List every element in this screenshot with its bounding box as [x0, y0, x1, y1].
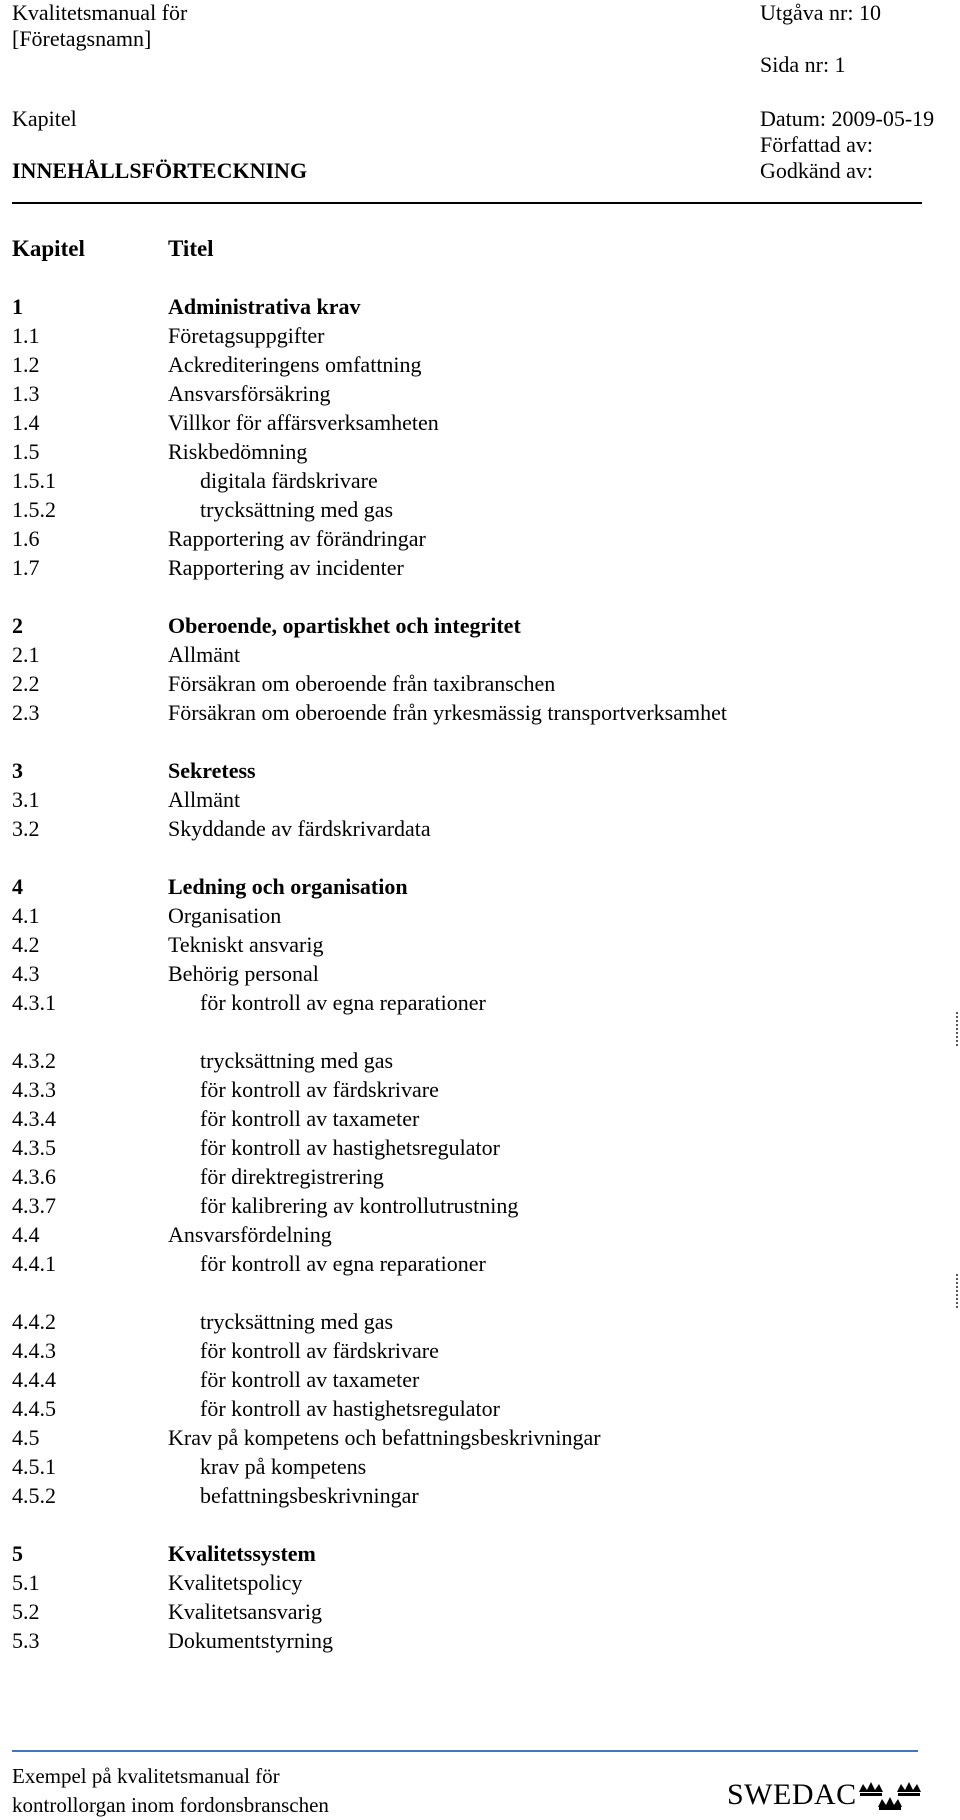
- toc-chapter-row: [0, 1539, 960, 1568]
- toc-title: för kalibrering av kontrollutrustning: [200, 1193, 519, 1218]
- toc-number: 4: [12, 874, 23, 899]
- toc-number: 1: [12, 294, 23, 319]
- toc-row: [0, 1452, 960, 1481]
- toc-number: 4.1: [12, 903, 40, 928]
- toc-number: 5.3: [12, 1628, 40, 1653]
- toc-number: 5: [12, 1541, 23, 1566]
- toc-title: Dokumentstyrning: [168, 1628, 333, 1653]
- toc-number: 4.2: [12, 932, 40, 957]
- toc-number: 2: [12, 613, 23, 638]
- toc-number: 4.3.2: [12, 1048, 56, 1073]
- header-manual-title: Kvalitetsmanual för: [12, 0, 188, 25]
- toc-title: Villkor för affärsverksamheten: [168, 410, 439, 435]
- toc-number: 1.5: [12, 439, 40, 464]
- toc-title: Rapportering av incidenter: [168, 555, 404, 580]
- toc-chapter-row: [0, 756, 960, 785]
- toc-number: 4.3.1: [12, 990, 56, 1015]
- footer-divider: [12, 1750, 918, 1752]
- toc-title: Rapportering av förändringar: [168, 526, 426, 551]
- header-date: Datum: 2009-05-19: [760, 106, 935, 131]
- toc-row: [0, 640, 960, 669]
- margin-mark: [956, 1274, 960, 1308]
- toc-number: 1.7: [12, 555, 40, 580]
- header-edition: Utgåva nr: 10: [760, 0, 881, 25]
- toc-row: [0, 1365, 960, 1394]
- toc-number: 4.3.3: [12, 1077, 56, 1102]
- toc-number: 4.5.2: [12, 1483, 56, 1508]
- toc-title: Kvalitetssystem: [168, 1541, 316, 1566]
- toc-title: Ansvarsförsäkring: [168, 381, 331, 406]
- header-approved-by: Godkänd av:: [760, 158, 874, 183]
- toc-row: [0, 1394, 960, 1423]
- toc-title: Allmänt: [168, 787, 241, 812]
- toc-number: 4.4.2: [12, 1309, 56, 1334]
- toc-title: befattningsbeskrivningar: [200, 1483, 419, 1508]
- toc-title: Kvalitetsansvarig: [168, 1599, 322, 1624]
- toc-title: Företagsuppgifter: [168, 323, 325, 348]
- toc-row: [0, 1249, 960, 1278]
- toc-title: Skyddande av färdskrivardata: [168, 816, 431, 841]
- toc-number: 3.1: [12, 787, 40, 812]
- toc-number: 4.3.7: [12, 1193, 56, 1218]
- header-section-label: Kapitel: [12, 106, 77, 131]
- header-subject: INNEHÅLLSFÖRTECKNING: [12, 158, 308, 183]
- toc-title: Organisation: [168, 903, 282, 928]
- toc-number: 4.3.5: [12, 1135, 56, 1160]
- toc-column-title: Titel: [168, 236, 214, 261]
- margin-mark: [956, 1012, 960, 1046]
- toc-row: [0, 1162, 960, 1191]
- footer-line-1: Exempel på kvalitetsmanual för: [12, 1764, 280, 1788]
- swedac-logo: [727, 1780, 929, 1810]
- toc-number: 5.1: [12, 1570, 40, 1595]
- header-company-name: [Företagsnamn]: [12, 26, 152, 51]
- footer-line-2: kontrollorgan inom fordonsbranschen: [12, 1793, 329, 1817]
- toc-number: 4.4.1: [12, 1251, 56, 1276]
- toc-number: 4.3: [12, 961, 40, 986]
- toc-title: för kontroll av hastighetsregulator: [200, 1396, 500, 1421]
- toc-number: 4.4: [12, 1222, 40, 1247]
- toc-row: [0, 785, 960, 814]
- three-crowns-icon: [857, 1780, 929, 1810]
- toc-number: 1.6: [12, 526, 40, 551]
- toc-title: Ledning och organisation: [168, 874, 408, 899]
- toc-number: 4.4.5: [12, 1396, 56, 1421]
- toc-title: Ansvarsfördelning: [168, 1222, 332, 1247]
- toc-row: [0, 524, 960, 553]
- toc-title: Sekretess: [168, 758, 256, 783]
- header-divider: [12, 202, 922, 204]
- toc-row: [0, 1423, 960, 1452]
- header-author: Författad av:: [760, 132, 874, 157]
- toc-row: [0, 466, 960, 495]
- toc-number: 4.4.4: [12, 1367, 56, 1392]
- toc-title: trycksättning med gas: [200, 1048, 394, 1073]
- toc-title: trycksättning med gas: [200, 497, 394, 522]
- toc-row: [0, 350, 960, 379]
- toc-number: 5.2: [12, 1599, 40, 1624]
- toc-row: [0, 1133, 960, 1162]
- toc-number: 4.4.3: [12, 1338, 56, 1363]
- toc-number: 2.1: [12, 642, 40, 667]
- toc-title: trycksättning med gas: [200, 1309, 394, 1334]
- toc-number: 2.3: [12, 700, 40, 725]
- toc-row: [0, 988, 960, 1017]
- toc-title: Försäkran om oberoende från taxibranschen: [168, 671, 556, 696]
- toc-row: [0, 379, 960, 408]
- toc-title: Allmänt: [168, 642, 241, 667]
- toc-number: 1.3: [12, 381, 40, 406]
- toc-chapter-row: [0, 292, 960, 321]
- toc-row: [0, 814, 960, 843]
- toc-row: [0, 437, 960, 466]
- toc-title: för kontroll av egna reparationer: [200, 1251, 486, 1276]
- toc-row: [0, 1481, 960, 1510]
- toc-title: krav på kompetens: [200, 1454, 367, 1479]
- toc-number: 2.2: [12, 671, 40, 696]
- toc-number: 1.5.2: [12, 497, 56, 522]
- toc-title: Oberoende, opartiskhet och integritet: [168, 613, 521, 638]
- toc-number: 4.5: [12, 1425, 40, 1450]
- toc-row: [0, 495, 960, 524]
- toc-title: för kontroll av hastighetsregulator: [200, 1135, 500, 1160]
- toc-row: [0, 1046, 960, 1075]
- toc-title: Krav på kompetens och befattningsbeskrivningar: [168, 1425, 601, 1450]
- toc-title: Behörig personal: [168, 961, 319, 986]
- toc-row: [0, 698, 960, 727]
- toc-number: 1.1: [12, 323, 40, 348]
- toc-title: för direktregistrering: [200, 1164, 384, 1189]
- swedac-logo-text: SWEDAC: [727, 1778, 857, 1811]
- toc-row: [0, 1597, 960, 1626]
- toc-number: 3.2: [12, 816, 40, 841]
- toc-row: [0, 1336, 960, 1365]
- toc-row: [0, 1307, 960, 1336]
- toc-title: för kontroll av taxameter: [200, 1106, 420, 1131]
- toc-row: [0, 1568, 960, 1597]
- toc-title: digitala färdskrivare: [200, 468, 378, 493]
- toc-row: [0, 669, 960, 698]
- toc-row: [0, 1220, 960, 1249]
- toc-title: för kontroll av färdskrivare: [200, 1338, 439, 1363]
- toc-title: Riskbedömning: [168, 439, 308, 464]
- header-page-number: Sida nr: 1: [760, 52, 846, 77]
- toc-row: [0, 1626, 960, 1655]
- toc-row: [0, 1104, 960, 1133]
- toc-row: [0, 1191, 960, 1220]
- toc-row: [0, 553, 960, 582]
- toc-row: [0, 321, 960, 350]
- toc-number: 3: [12, 758, 23, 783]
- toc-title: för kontroll av färdskrivare: [200, 1077, 439, 1102]
- toc-title: för kontroll av taxameter: [200, 1367, 420, 1392]
- toc-row: [0, 408, 960, 437]
- toc-title: Administrativa krav: [168, 294, 361, 319]
- toc-title: Kvalitetspolicy: [168, 1570, 303, 1595]
- toc-title: för kontroll av egna reparationer: [200, 990, 486, 1015]
- toc-row: [0, 959, 960, 988]
- toc-number: 1.5.1: [12, 468, 56, 493]
- toc-number: 1.2: [12, 352, 40, 377]
- toc-title: Försäkran om oberoende från yrkesmässig transportverksamhet: [168, 700, 728, 725]
- toc-title: Tekniskt ansvarig: [168, 932, 324, 957]
- toc-title: Ackrediteringens omfattning: [168, 352, 422, 377]
- toc-chapter-row: [0, 611, 960, 640]
- toc-row: [0, 1075, 960, 1104]
- toc-number: 1.4: [12, 410, 40, 435]
- toc-number: 4.3.6: [12, 1164, 56, 1189]
- toc-number: 4.3.4: [12, 1106, 56, 1131]
- toc-row: [0, 930, 960, 959]
- toc-row: [0, 901, 960, 930]
- toc-column-chapter: Kapitel: [12, 236, 85, 261]
- toc-number: 4.5.1: [12, 1454, 56, 1479]
- toc-chapter-row: [0, 872, 960, 901]
- footer-description: [12, 1762, 329, 1820]
